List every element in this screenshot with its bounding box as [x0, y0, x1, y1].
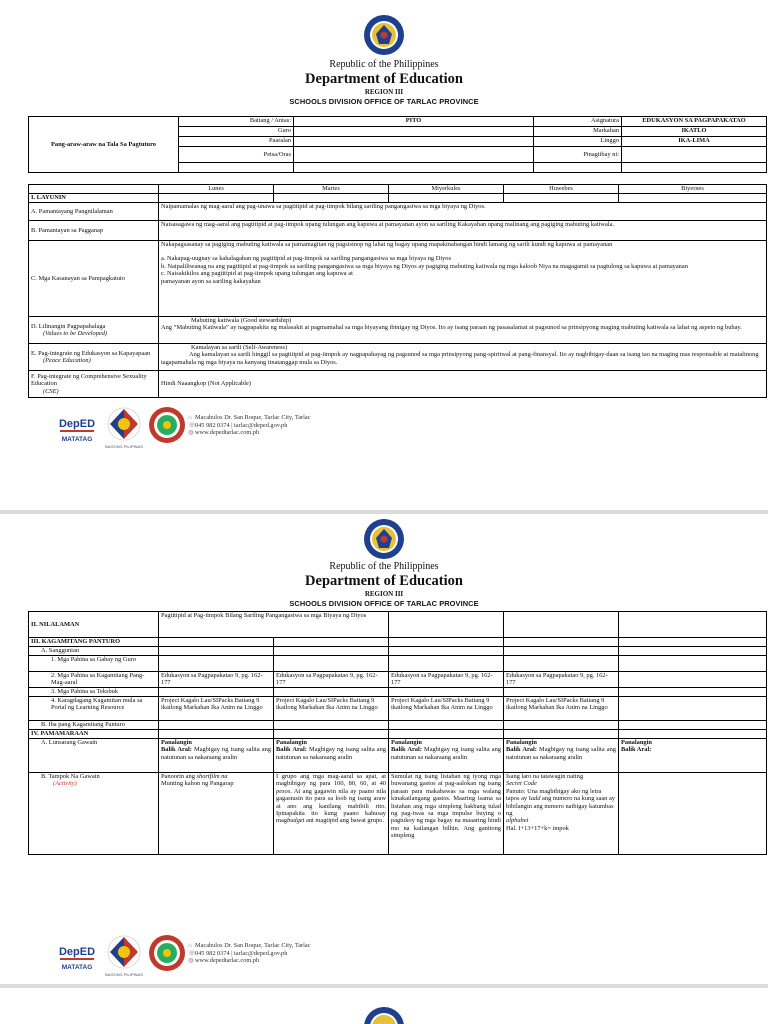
day-lunes: Lunes: [159, 185, 274, 194]
footer: [56, 406, 386, 450]
footer-phone-email: 045 982 0374 | tarlac@deped.gov.ph: [195, 949, 288, 957]
pagpapahalaga-cell: [159, 317, 767, 344]
day-huwebes: Huwebes: [504, 185, 619, 194]
tampok-martes-4: budget: [287, 817, 305, 825]
bagong-pilipinas-logo-icon: [104, 406, 144, 450]
tampok-huwebes: [504, 773, 619, 855]
peace-text: Ang kamalayan sa sarili hinggil sa pagtitipid at pag-iimpok ay nagpapahayag ng pagsunod sa mga prinsipyong pang-spiritwal at pang-finansyal. Ito ay nagbibigay-daan sa isang tao na maging mas responsable at matalinong tagapamahala ng mga biyaya na kanyang tinatanggap mula sa Diyos.: [161, 351, 759, 366]
republic-line: Republic of the Philippines: [329, 59, 439, 70]
layunin-table: [28, 184, 767, 398]
lesson-procedure-table: [28, 611, 767, 855]
day-martes: Martes: [274, 185, 389, 194]
tampok-huwebes-6: alphabet: [506, 817, 529, 825]
footer: [56, 934, 386, 978]
pagpapahalaga-sub: (Values to be Developed): [43, 330, 108, 337]
location-icon: ⌂: [188, 414, 192, 421]
region-line: REGION III: [364, 590, 404, 598]
kagamitang-mag-aaral-martes: Edukasyon sa Pagpapakatao 9, pg. 162-177: [274, 672, 389, 688]
pinagtibay-label: Pinagtibay ni:: [534, 147, 622, 163]
cse-text: Hindi Naaangkop (Not Applicable): [159, 371, 767, 398]
tampok-martes-3: . At ang gagawin nila ay paano nila gagastusin ito para sa loob ng isang araw at ano ang kanilang mabibili rito. Ipinapakita ito kung paano kahusay mag: [276, 787, 386, 825]
tampok-na-gawain-sub: (Activity): [53, 780, 77, 788]
balik-aral-text-miyerkules: Magbigay ng isang salita ang natutunan sa nakaraang aralin: [391, 746, 501, 761]
phone-icon: ☏: [188, 949, 196, 957]
kagamitang-mag-aaral-huwebes: Edukasyon sa Pagpapakatao 9, pg. 162-177: [504, 672, 619, 688]
kagamitan-title: III. KAGAMITANG PANTURO: [29, 638, 159, 647]
bagong-text: BAGONG PILIPINAS: [105, 972, 143, 977]
tampok-martes-1: I grupo ang mga mag-aaral sa apat, at magbibigay ng para 100, 80, 60, at 40: [276, 773, 386, 788]
balik-aral-text-lunes: Magbigay ng isang salita ang natutunan sa nakaraang aralin: [161, 746, 271, 761]
tampok-lunes-2: shortfilm na: [196, 773, 228, 780]
karagdagang-kagamitan-label: 4. Karagdagang Kagamitan mula sa Portal ng Learning Resource: [29, 697, 159, 721]
tampok-huwebes-1: Isang laro na tatawagin nating: [506, 773, 584, 780]
paaralan-value: [294, 137, 534, 147]
bagong-pilipinas-logo-icon: [104, 934, 144, 978]
guro-value: [294, 127, 534, 137]
cse-label: F. Pag-integrate ng Comprehensive Sexuality Education: [31, 372, 147, 388]
tampok-na-gawain-label: B. Tampok Na Gawain: [41, 773, 100, 780]
panalangin-martes: Panalangin: [276, 739, 307, 746]
tampok-huwebes-3: Panuto: Una magbibigay ako ng letra tapos ay I: [506, 787, 602, 803]
teksbuk-label: 3. Mga Pahina sa Teksbuk: [29, 688, 159, 697]
kagamitang-mag-aaral-lunes: Edukasyon sa Pagpapakatao 9, pg. 162-177: [159, 672, 274, 688]
tampok-huwebes-5: ang numero na kung saan ay bibilangin ang numero naibigay katumbas ng: [506, 795, 615, 818]
sanggunian-label: A. Sanggunian: [29, 647, 159, 656]
panalangin-lunes: Panalangin: [161, 739, 192, 746]
linggo-label: Linggo: [534, 137, 622, 147]
lesson-meta-table: [28, 116, 767, 173]
baitang-label: Baitang / Antas:: [179, 117, 294, 127]
peace-head: Kamalayan sa sarili (Self-Awareness): [191, 344, 288, 351]
panalangin-miyerkules: Panalangin: [391, 739, 422, 746]
kasanayan-b: b. Naipaliliwanag na ang pagtitipid at pag-iimpok sa sariling pangangasiwa sa mga biyaya ng Diyos ay pagiging mabuting katiwala ng mga kaloob Niya na magagamit sa pagtulong sa kapuwa at pamayanan: [161, 262, 688, 270]
balik-aral-lunes: Balik Aral:: [161, 746, 192, 754]
deped-seal-icon: [363, 518, 405, 560]
document-page-2: [0, 514, 768, 984]
peace-label: E. Pag-integrate ng Edukasyon sa Kapayapaan: [31, 349, 151, 357]
day-biyernes: Biyernes: [619, 185, 767, 194]
tampok-martes-5: ant magtipid ang bawat grupo.: [304, 817, 384, 825]
nilalaman-text: Pagtitipid at Pag-iimpok Bilang Sariling Pangangasiwa sa mga Biyaya ng Diyos: [159, 612, 389, 638]
balik-aral-biyernes: Balik Aral:: [621, 746, 652, 754]
deped-logo-icon: [56, 938, 98, 974]
office-line: SCHOOLS DIVISION OFFICE OF TARLAC PROVINCE: [289, 97, 479, 106]
kasanayan-label: C. Mga Kasanayan sa Pampagkatuto: [29, 241, 159, 317]
deped-seal-icon: [363, 1006, 405, 1024]
footer-website[interactable]: www.depedtarlac.com.ph: [195, 957, 260, 965]
matatag-text: MATATAG: [61, 436, 93, 443]
markahan-label: Markahan: [534, 127, 622, 137]
department-title: Department of Education: [305, 573, 463, 589]
linggo-value: IKA-LIMA: [622, 137, 767, 147]
karagdagang-huwebes: Project Kagalo Lau/SIPacks Baitang 9 ikatlong Markahan Ika Anim na Linggo: [504, 697, 619, 721]
deped-logo-icon: [56, 410, 98, 446]
footer-address: Macabulos Dr. San Roque, Tarlac City, Tarlac: [195, 414, 311, 421]
pamantayan-pagganap-text: Naisasagawa ng mag-aaral ang pagtitipid at pag-iimpok upang tulungan ang kapuwa at pamayanan ayon sa sariling Kakayahan upang malinang ang pagiging mabuting katiwala.: [159, 221, 767, 241]
peace-cell: [159, 344, 767, 371]
layunin-title: I. LAYUNIN: [29, 194, 159, 203]
markahan-value: IKATLO: [622, 127, 767, 137]
document-page-1: [0, 0, 768, 510]
location-icon: ⌂: [188, 942, 192, 949]
department-title: Department of Education: [305, 71, 463, 87]
document-page-3: [0, 988, 768, 1024]
tampok-miyerkules: Sumulat ng isang listahan ng iyong mga buwanang gastos at pag-aalokan ng isang paraan para makabawas sa mga walang kinakailangang gastos. Maaring isama sa listahan ang mga simpleng hakbang tulad ng pag-iwas sa mga impulse buying o pagtukoy ng mga bagay na maaaring hindi mo na kailangan bilhin. Ang ganitong simpleng: [389, 773, 504, 855]
panalangin-huwebes: Panalangin: [506, 739, 537, 746]
matatag-text: MATATAG: [61, 964, 93, 971]
pagpapahalaga-text: Ang “Mabuting Katiwala” ay nagpapakita ng malasakit at pagmamahal sa mga biyayang ibinigay ng Diyos. Ito ay isang paraan ng pasasalamat at pagsunod sa prinsipyong maging mabuting katiwala sa lahat ng aspeto ng buhay.: [161, 324, 742, 332]
republic-line: Republic of the Philippines: [329, 561, 439, 572]
asignatura-value: EDUKASYON SA PAGPAPAKATAO: [622, 117, 767, 127]
pagpapahalaga-head: Mabuting katiwala (Good stewardship): [191, 317, 292, 324]
baitang-value: PITO: [294, 117, 534, 127]
bagong-text: BAGONG PILIPINAS: [105, 444, 143, 449]
peace-sub: (Peace Education): [43, 357, 91, 364]
office-line: SCHOOLS DIVISION OFFICE OF TARLAC PROVINCE: [289, 599, 479, 608]
footer-website[interactable]: www.depedtarlac.com.ph: [195, 429, 260, 437]
karagdagang-miyerkules: Project Kagalo Lau/SIPacks Baitang 9 ikatlong Markahan Ika Anim na Linggo: [389, 697, 504, 721]
tampok-martes: [274, 773, 389, 855]
footer-address: Macabulos Dr. San Roque, Tarlac City, Tarlac: [195, 942, 311, 949]
tampok-huwebes-4: add: [530, 795, 541, 803]
pamantayang-pangnilalaman-label: A. Pamantayang Pangnilalaman: [29, 203, 159, 221]
tampok-huwebes-2: Secret Code: [506, 780, 537, 788]
sdo-tarlac-seal-icon: [148, 406, 186, 444]
tampok-huwebes-7: Hal. I+13+17+k= impok: [506, 824, 569, 832]
footer-contact: [188, 942, 310, 965]
footer-contact: [188, 414, 310, 437]
guro-label: Guro: [179, 127, 294, 137]
iba-pang-kagamitan-label: B. Iba pang Kagamitang Panturo: [29, 721, 159, 730]
balik-aral-text-huwebes: Magbigay ng isang salita ang natutunan sa nakaraang aralin: [506, 746, 616, 761]
deped-logo-text: DepED: [58, 946, 96, 958]
kagamitang-mag-aaral-miyerkules: Edukasyon sa Pagpapakatao 9, pg. 162-177: [389, 672, 504, 688]
pamantayang-pangnilalaman-text: Naipamamalas ng mag-aaral ang pag-unawa sa pagtitipid at pag-iimpok bilang sariling pangangasiwa sa mga biyaya ng Diyos.: [159, 203, 767, 221]
sdo-tarlac-seal-icon: [148, 934, 186, 972]
paaralan-label: Paaralan: [179, 137, 294, 147]
phone-icon: ☏: [188, 421, 196, 429]
pinagtibay-value: [622, 147, 767, 163]
pamamaraan-title: IV. PAMAMARAAN: [29, 730, 159, 739]
day-miyerkules: Miyerkules: [389, 185, 504, 194]
balik-aral-huwebes: Balik Aral:: [506, 746, 537, 754]
karagdagang-martes: Project Kagalo Lau/SIPacks Baitang 9 ikatlong Markahan Ika Anim na Linggo: [274, 697, 389, 721]
karagdagang-lunes: Project Kagalo Lau/SIPacks Baitang 9 ikatlong Markahan Ika Anim na Linggo: [159, 697, 274, 721]
kasanayan-a: a. Nakapag-uugnay sa kahalagahan ng pagtitipid at pag-iimpok sa sariling pangangasiwa sa mga biyaya ng Diyos: [161, 255, 451, 263]
doc-title: Pang-araw-araw na Tala Sa Pagtuturo: [29, 117, 179, 173]
panalangin-biyernes: Panalangin: [621, 739, 652, 746]
tampok-martes-2: pesos: [276, 787, 291, 795]
kasanayan-c: c. Naisakikilos ang pagtitipid at pag-iimpok upang tulungan ang kapuwa at pamayanan ayon sa sariling kakayahan: [161, 270, 353, 285]
region-line: REGION III: [364, 88, 404, 96]
footer-phone-email: 045 982 0374 | tarlac@deped.gov.ph: [195, 421, 288, 429]
kasanayan-intro: Nakapagsasanay sa pagiging mabuting katiwala sa pamamagitan ng pagsisinop ng lahat ng bagay upang mapakinabangan hindi lamang ng sarili kundi ng kapuwa at pamayanan: [161, 241, 613, 248]
nilalaman-title: II. NILALAMAN: [29, 612, 159, 638]
tampok-lunes: [159, 773, 274, 855]
lunsarang-gawain-label: A. Lunsarang Gawain: [29, 739, 159, 773]
kagamitang-mag-aaral-label: 2. Mga Pahina sa Kagamitang Pang-Mag-aaral: [29, 672, 159, 688]
globe-icon: ◍: [188, 429, 194, 437]
balik-aral-martes: Balik Aral:: [276, 746, 307, 754]
balik-aral-miyerkules: Balik Aral:: [391, 746, 422, 754]
petsa-value: [294, 147, 534, 163]
gabay-guro-label: 1. Mga Pahina sa Gabay ng Guro: [29, 656, 159, 672]
globe-icon: ◍: [188, 957, 194, 965]
tampok-lunes-1: Panoorin ang: [161, 773, 195, 780]
tampok-lunes-3: Munting kahon ng Pangarap: [161, 780, 234, 788]
kasanayan-cell: [159, 241, 767, 317]
petsa-label: Petsa/Oras: [179, 147, 294, 163]
balik-aral-text-martes: Magbigay ng isang salita ang natutunan sa nakaraang aralin: [276, 746, 386, 761]
cse-sub: (CSE): [43, 387, 59, 395]
deped-seal-icon: [363, 14, 405, 56]
pagpapahalaga-label: D. Lilinangin Pagpapahalaga: [31, 322, 106, 330]
deped-logo-text: DepED: [58, 418, 96, 430]
asignatura-label: Asignatura: [534, 117, 622, 127]
pamantayan-pagganap-label: B. Pamantayan sa Pagganap: [29, 221, 159, 241]
